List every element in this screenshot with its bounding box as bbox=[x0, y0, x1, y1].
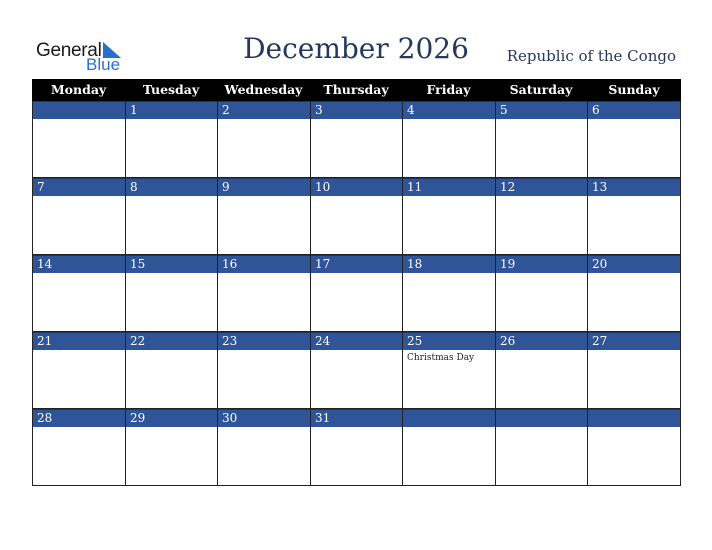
weekday-header-tuesday: Tuesday bbox=[142, 82, 200, 97]
day-number: 13 bbox=[592, 180, 608, 194]
day-number: 12 bbox=[500, 180, 516, 194]
day-number: 9 bbox=[222, 180, 230, 194]
day-number: 11 bbox=[407, 180, 423, 194]
day-number: 10 bbox=[315, 180, 331, 194]
day-number-band bbox=[218, 101, 310, 119]
day-number: 4 bbox=[407, 103, 415, 117]
day-number: 21 bbox=[37, 334, 53, 348]
day-number: 31 bbox=[315, 411, 331, 425]
day-cell[interactable] bbox=[402, 255, 495, 332]
day-number-band bbox=[403, 101, 495, 119]
day-number: 23 bbox=[222, 334, 238, 348]
day-cell[interactable] bbox=[495, 409, 587, 486]
day-number: 28 bbox=[37, 411, 53, 425]
day-number: 20 bbox=[592, 257, 608, 271]
day-cell[interactable] bbox=[217, 332, 310, 409]
day-number: 24 bbox=[315, 334, 331, 348]
day-cell[interactable] bbox=[32, 178, 125, 255]
day-cell[interactable] bbox=[310, 332, 402, 409]
day-cell[interactable] bbox=[310, 409, 402, 486]
day-number-band bbox=[588, 409, 680, 427]
day-number: 6 bbox=[592, 103, 600, 117]
day-number: 30 bbox=[222, 411, 238, 425]
day-cell[interactable] bbox=[310, 178, 402, 255]
logo-blue-text: Blue bbox=[86, 55, 121, 74]
day-cell[interactable] bbox=[587, 101, 681, 178]
day-number: 29 bbox=[130, 411, 146, 425]
day-number: 25 bbox=[407, 334, 423, 348]
weekday-header-wednesday: Wednesday bbox=[224, 82, 303, 97]
day-number: 1 bbox=[130, 103, 138, 117]
weekday-header-friday: Friday bbox=[426, 82, 471, 97]
day-cell[interactable] bbox=[587, 255, 681, 332]
week-row bbox=[32, 255, 681, 332]
weekday-header-sunday: Sunday bbox=[608, 82, 660, 97]
day-cell[interactable] bbox=[125, 409, 217, 486]
day-number: 15 bbox=[130, 257, 146, 271]
day-cell[interactable] bbox=[310, 255, 402, 332]
day-number: 2 bbox=[222, 103, 230, 117]
day-number: 27 bbox=[592, 334, 608, 348]
day-number-band bbox=[588, 101, 680, 119]
weekday-header-saturday: Saturday bbox=[509, 82, 573, 97]
day-cell[interactable] bbox=[495, 332, 587, 409]
day-number-band bbox=[496, 409, 587, 427]
day-cell[interactable] bbox=[402, 178, 495, 255]
day-cell[interactable] bbox=[587, 178, 681, 255]
weekday-header-monday: Monday bbox=[50, 82, 107, 97]
week-row bbox=[32, 101, 681, 178]
day-number-band bbox=[33, 178, 125, 196]
day-number-band bbox=[126, 178, 217, 196]
week-row bbox=[32, 409, 681, 486]
day-number-band bbox=[403, 409, 495, 427]
calendar-weeks bbox=[32, 101, 681, 486]
day-cell[interactable] bbox=[310, 101, 402, 178]
day-number: 14 bbox=[37, 257, 53, 271]
day-number: 17 bbox=[315, 257, 331, 271]
day-number-band bbox=[218, 178, 310, 196]
day-cell[interactable] bbox=[495, 101, 587, 178]
day-cell[interactable] bbox=[495, 178, 587, 255]
day-number: 16 bbox=[222, 257, 238, 271]
calendar-grid bbox=[32, 79, 681, 486]
day-cell[interactable] bbox=[402, 332, 495, 409]
day-number: 19 bbox=[500, 257, 516, 271]
day-number: 8 bbox=[130, 180, 138, 194]
calendar-title: December 2026 bbox=[243, 32, 469, 65]
day-cell[interactable] bbox=[217, 101, 310, 178]
day-cell[interactable] bbox=[217, 255, 310, 332]
day-cell[interactable] bbox=[587, 409, 681, 486]
holiday-label: Christmas Day bbox=[407, 353, 475, 363]
day-cell[interactable] bbox=[32, 255, 125, 332]
weekday-header-thursday: Thursday bbox=[323, 82, 389, 97]
day-number: 7 bbox=[37, 180, 45, 194]
day-number-band bbox=[496, 101, 587, 119]
day-cell[interactable] bbox=[495, 255, 587, 332]
day-cell[interactable] bbox=[125, 178, 217, 255]
week-row bbox=[32, 178, 681, 255]
day-number: 3 bbox=[315, 103, 323, 117]
day-number: 22 bbox=[130, 334, 146, 348]
week-row bbox=[32, 332, 681, 409]
day-cell[interactable] bbox=[217, 178, 310, 255]
day-cell[interactable] bbox=[125, 332, 217, 409]
weekday-header-row bbox=[32, 79, 681, 101]
day-cell[interactable] bbox=[587, 332, 681, 409]
day-cell[interactable] bbox=[32, 332, 125, 409]
country-name: Republic of the Congo bbox=[506, 47, 676, 65]
day-cell[interactable] bbox=[402, 101, 495, 178]
day-cell[interactable] bbox=[125, 255, 217, 332]
day-cell[interactable] bbox=[402, 409, 495, 486]
day-cell[interactable] bbox=[217, 409, 310, 486]
day-cell[interactable] bbox=[125, 101, 217, 178]
day-number-band bbox=[33, 101, 125, 119]
day-number: 18 bbox=[407, 257, 423, 271]
logo-general-text: General bbox=[36, 40, 102, 61]
day-cell[interactable] bbox=[32, 409, 125, 486]
day-number-band bbox=[126, 101, 217, 119]
day-cell[interactable] bbox=[32, 101, 125, 178]
logo bbox=[36, 40, 136, 74]
day-number: 26 bbox=[500, 334, 516, 348]
day-number-band bbox=[311, 101, 402, 119]
day-number: 5 bbox=[500, 103, 508, 117]
